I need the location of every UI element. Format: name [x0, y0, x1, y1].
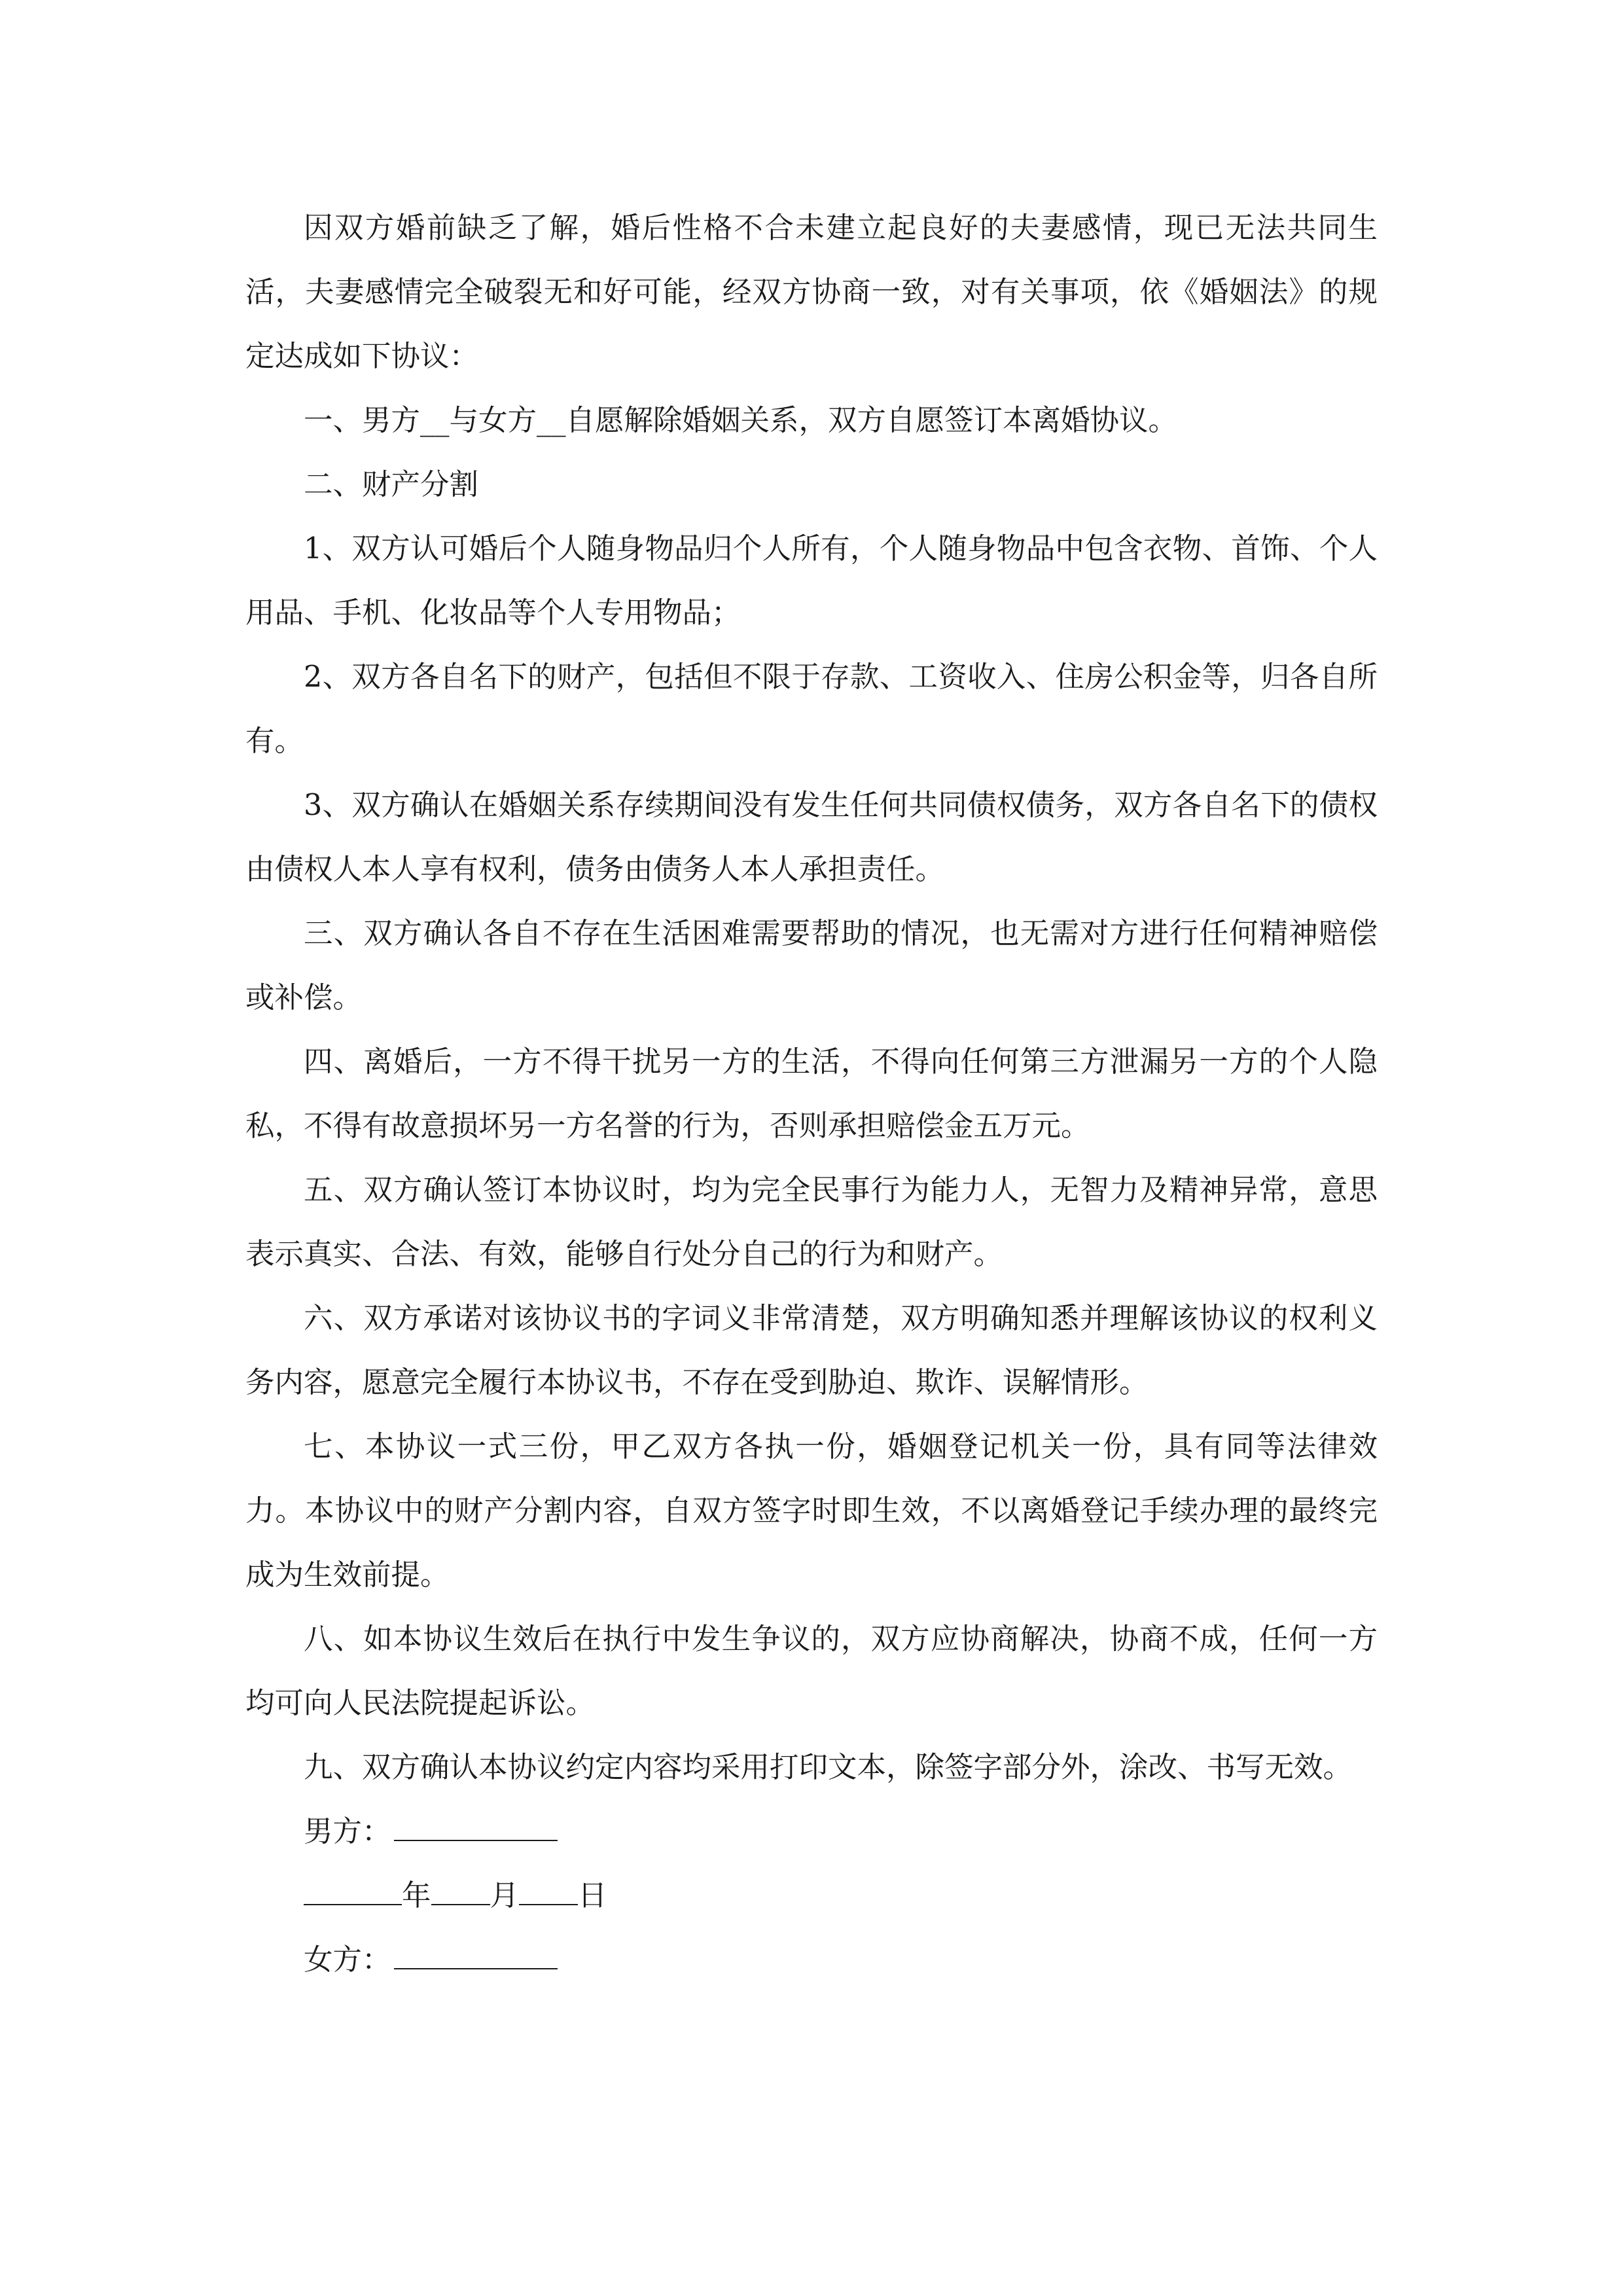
paragraph-clause-2-item-1: 1、双方认可婚后个人随身物品归个人所有，个人随身物品中包含衣物、首饰、个人用品、手机、化妆品等个人专用物品； — [245, 532, 1378, 630]
male-signature-line — [245, 1800, 1378, 1864]
paragraph-clause-1: 一、男方__与女方__自愿解除婚姻关系，双方自愿签订本离婚协议。 — [304, 404, 1178, 437]
date-year-label: 年 — [402, 1879, 431, 1912]
female-signature-label: 女方： — [304, 1943, 391, 1977]
paragraph-preamble: 因双方婚前缺乏了解，婚后性格不合未建立起良好的夫妻感情，现已无法共同生活，夫妻感情完全破裂无和好可能，经双方协商一致，对有关事项，依《婚姻法》的规定达成如下协议： — [245, 211, 1378, 373]
female-signature-line — [245, 1928, 1378, 1992]
paragraph-clause-7: 七、本协议一式三份，甲乙双方各执一份，婚姻登记机关一份，具有同等法律效力。本协议中的财产分割内容，自双方签字时即生效，不以离婚登记手续办理的最终完成为生效前提。 — [245, 1430, 1378, 1592]
paragraph-clause-2-heading: 二、财产分割 — [304, 468, 479, 501]
date-day-blank[interactable] — [519, 1876, 578, 1905]
male-signature-blank[interactable] — [394, 1812, 558, 1841]
date-month-blank[interactable] — [431, 1876, 490, 1905]
paragraph-clause-2-item-3: 3、双方确认在婚姻关系存续期间没有发生任何共同债权债务，双方各自名下的债权由债权人本人享有权利，债务由债务人本人承担责任。 — [245, 789, 1378, 886]
paragraph-clause-5: 五、双方确认签订本协议时，均为完全民事行为能力人，无智力及精神异常，意思表示真实、合法、有效，能够自行处分自己的行为和财产。 — [245, 1174, 1378, 1271]
paragraph-clause-3: 三、双方确认各自不存在生活困难需要帮助的情况，也无需对方进行任何精神赔偿或补偿。 — [245, 917, 1378, 1014]
date-month-label: 月 — [490, 1879, 520, 1912]
paragraph-clause-2-item-2: 2、双方各自名下的财产，包括但不限于存款、工资收入、住房公积金等，归各自所有。 — [245, 660, 1378, 758]
date-year-blank[interactable] — [304, 1876, 402, 1905]
agreement-body — [245, 196, 1378, 1992]
female-signature-blank[interactable] — [394, 1941, 558, 1969]
paragraph-clause-8: 八、如本协议生效后在执行中发生争议的，双方应协商解决，协商不成，任何一方均可向人民法院提起诉讼。 — [245, 1623, 1378, 1720]
paragraph-clause-9: 九、双方确认本协议约定内容均采用打印文本，除签字部分外，涂改、书写无效。 — [304, 1751, 1353, 1784]
male-signature-label: 男方： — [304, 1815, 391, 1848]
date-day-label: 日 — [578, 1879, 607, 1912]
paragraph-clause-4: 四、离婚后，一方不得干扰另一方的生活，不得向任何第三方泄漏另一方的个人隐私，不得有故意损坏另一方名誉的行为，否则承担赔偿金五万元。 — [245, 1045, 1378, 1143]
date-line — [245, 1864, 1378, 1928]
paragraph-clause-6: 六、双方承诺对该协议书的字词义非常清楚，双方明确知悉并理解该协议的权利义务内容，愿意完全履行本协议书，不存在受到胁迫、欺诈、误解情形。 — [245, 1302, 1378, 1399]
